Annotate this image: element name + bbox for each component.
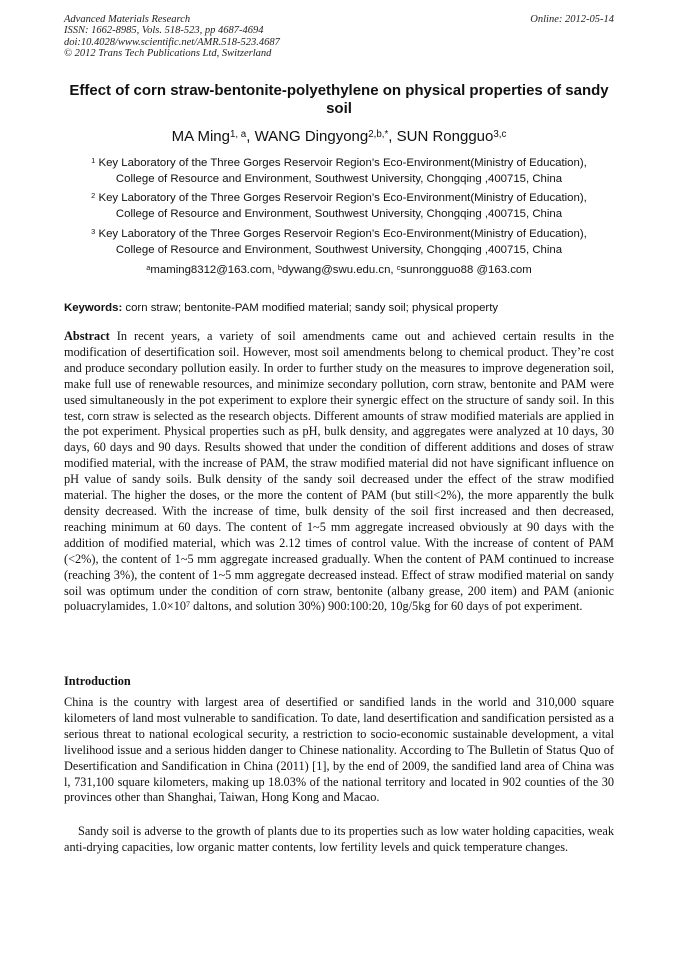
keywords-text: corn straw; bentonite-PAM modified material; sandy soil; physical property bbox=[125, 302, 499, 314]
email-mark: b bbox=[277, 262, 282, 272]
affiliation bbox=[64, 191, 614, 223]
publication-info bbox=[64, 14, 280, 60]
affiliation-line: College of Resource and Environment, Southwest University, Chongqing ,400715, China bbox=[115, 172, 563, 185]
keywords bbox=[64, 301, 614, 316]
journal-name: Advanced Materials Research bbox=[64, 14, 191, 25]
affiliation-number: 3 bbox=[91, 226, 96, 236]
abstract-text-end: daltons, and solution 30%) 900:100:20, 10g/5kg for 60 days of pot experiment. bbox=[190, 599, 583, 614]
abstract-label: Abstract bbox=[64, 329, 110, 343]
email-link[interactable]: sunrongguo88 @163.com bbox=[400, 264, 532, 276]
introduction-paragraph: Sandy soil is adverse to the growth of plants due to its properties such as low water holding capacities, weak anti-drying capacities, low organic matter contents, low fertility levels and quick temperature changes. bbox=[64, 824, 614, 854]
affiliation bbox=[64, 156, 614, 188]
introduction-paragraph: China is the country with largest area of desertified or sandified lands in the world and 310,000 square kilometers of land most vulnerable to sandification. To date, land desertification and sandification persisted as a serious threat to national ecological security, a restriction to socio-economic sustainable development, a vital livelihood issue and a serious hidden danger to Chinese nationality. According to The Bulletin of Status Quo of Desertification and Sandification in China (2011) [1], by the end of 2009, the sandified land area of China was l, 731,100 square kilometers, making up 18.03% of the national territory and located in 902 counties of the 30 provinces other than Shanghai, Taiwan, Hong Kong and Macao. bbox=[64, 695, 614, 805]
author-affiliation-mark: 1, a bbox=[229, 128, 247, 140]
online-date: Online: 2012-05-14 bbox=[530, 14, 614, 25]
paper-title: Effect of corn straw-bentonite-polyethylene on physical properties of sandy soil bbox=[69, 82, 609, 117]
issn-line: ISSN: 1662-8985, Vols. 518-523, pp 4687-4694 bbox=[64, 25, 264, 37]
affiliation-line: Key Laboratory of the Three Gorges Reservoir Region’s Eco-Environment(Ministry of Education), bbox=[98, 228, 587, 240]
affiliation-line: College of Resource and Environment, Southwest University, Chongqing ,400715, China bbox=[115, 207, 563, 220]
email-link[interactable]: maming8312@163.com bbox=[150, 264, 272, 276]
abstract-text: In recent years, a variety of soil amendments came out and achieved certain results in the modification of desertification soil. However, most soil amendments belong to chemical product. They’re cost and produce secondary pollution easily. In order to further study on the measures to improve degeneration soil, make full use of renewable resources, and minimize secondary pollution, corn straw, bentonite and PAM were used simultaneously in the pot experiment to explore their synergic effect on the structure of sandy soil. In this test, corn straw is selected as the research objects. Different amounts of straw modified materials are applied in the pot experiment. Physical properties such as pH, bulk density, and aggregates were analyzed at 10 days, 30 days, 60 days and 90 days. Results showed that under the condition of different additions and doses of straw modified material, with the increase of PAM, the straw modified material did not have significant influence on pH value of sandy soils. Bulk density of the sandy soil decreased under the effect of the straw modified material. The higher the doses, or the more the content of PAM (but still<2%), the more apparently the bulk density decreased. With the increase of time, bulk density of the soil first increased and then decreased, reaching minimum at 60 days. The content of 1~5 mm aggregate increased obviously at 90 days with the addition of modified material, which was 2.12 times of control value. With the increase of content of PAM (<2%), the content of 1~5 mm aggregate increased gradually. When the content of PAM continued to increase (reaching 3%), the content of 1~5 mm aggregate decreased instead. Effect of straw modified material on sandy soil was optimum under the condition of corn straw, bentonite (albany grease, 200 item) and PAM (anionic poluacrylamides, 1.0×10 bbox=[64, 329, 614, 614]
introduction-heading: Introduction bbox=[64, 674, 131, 688]
email-mark: a bbox=[146, 262, 151, 272]
author-name: MA Ming bbox=[171, 128, 230, 145]
email-list: $^a$maming8312@163.com, $^b$dywang@swu.edu.cn, $^c$sunrongguo88 @163.com bbox=[146, 262, 532, 276]
email-mark: c bbox=[396, 262, 401, 272]
affiliation-line: Key Laboratory of the Three Gorges Reservoir Region’s Eco-Environment(Ministry of Education), bbox=[98, 157, 587, 169]
author-name: SUN Rongguo bbox=[396, 128, 494, 145]
email-link[interactable]: dywang@swu.edu.cn bbox=[281, 264, 391, 276]
author-name: WANG Dingyong bbox=[254, 128, 369, 145]
author-affiliation-mark: 2,b,* bbox=[368, 128, 389, 140]
abstract-exponent: 7 bbox=[186, 599, 191, 609]
author-list: MA Ming$^{1, a}$, WANG Dingyong$^{2,b,*}$, SUN Rongguo$^{3,c}$ bbox=[171, 128, 507, 145]
affiliation-line: College of Resource and Environment, Southwest University, Chongqing ,400715, China bbox=[115, 243, 563, 256]
doi-line: doi:10.4028/www.scientific.net/AMR.518-523.4687 bbox=[64, 36, 280, 48]
author-affiliation-mark: 3,c bbox=[493, 128, 507, 140]
affiliation-number: 1 bbox=[91, 155, 96, 165]
affiliation bbox=[64, 227, 614, 259]
affiliation-number: 2 bbox=[91, 190, 96, 200]
affiliation-line: Key Laboratory of the Three Gorges Reservoir Region’s Eco-Environment(Ministry of Education), bbox=[98, 192, 587, 204]
abstract bbox=[64, 329, 614, 615]
copyright-line: © 2012 Trans Tech Publications Ltd, Switzerland bbox=[64, 48, 272, 60]
keywords-label: Keywords: bbox=[64, 302, 123, 314]
